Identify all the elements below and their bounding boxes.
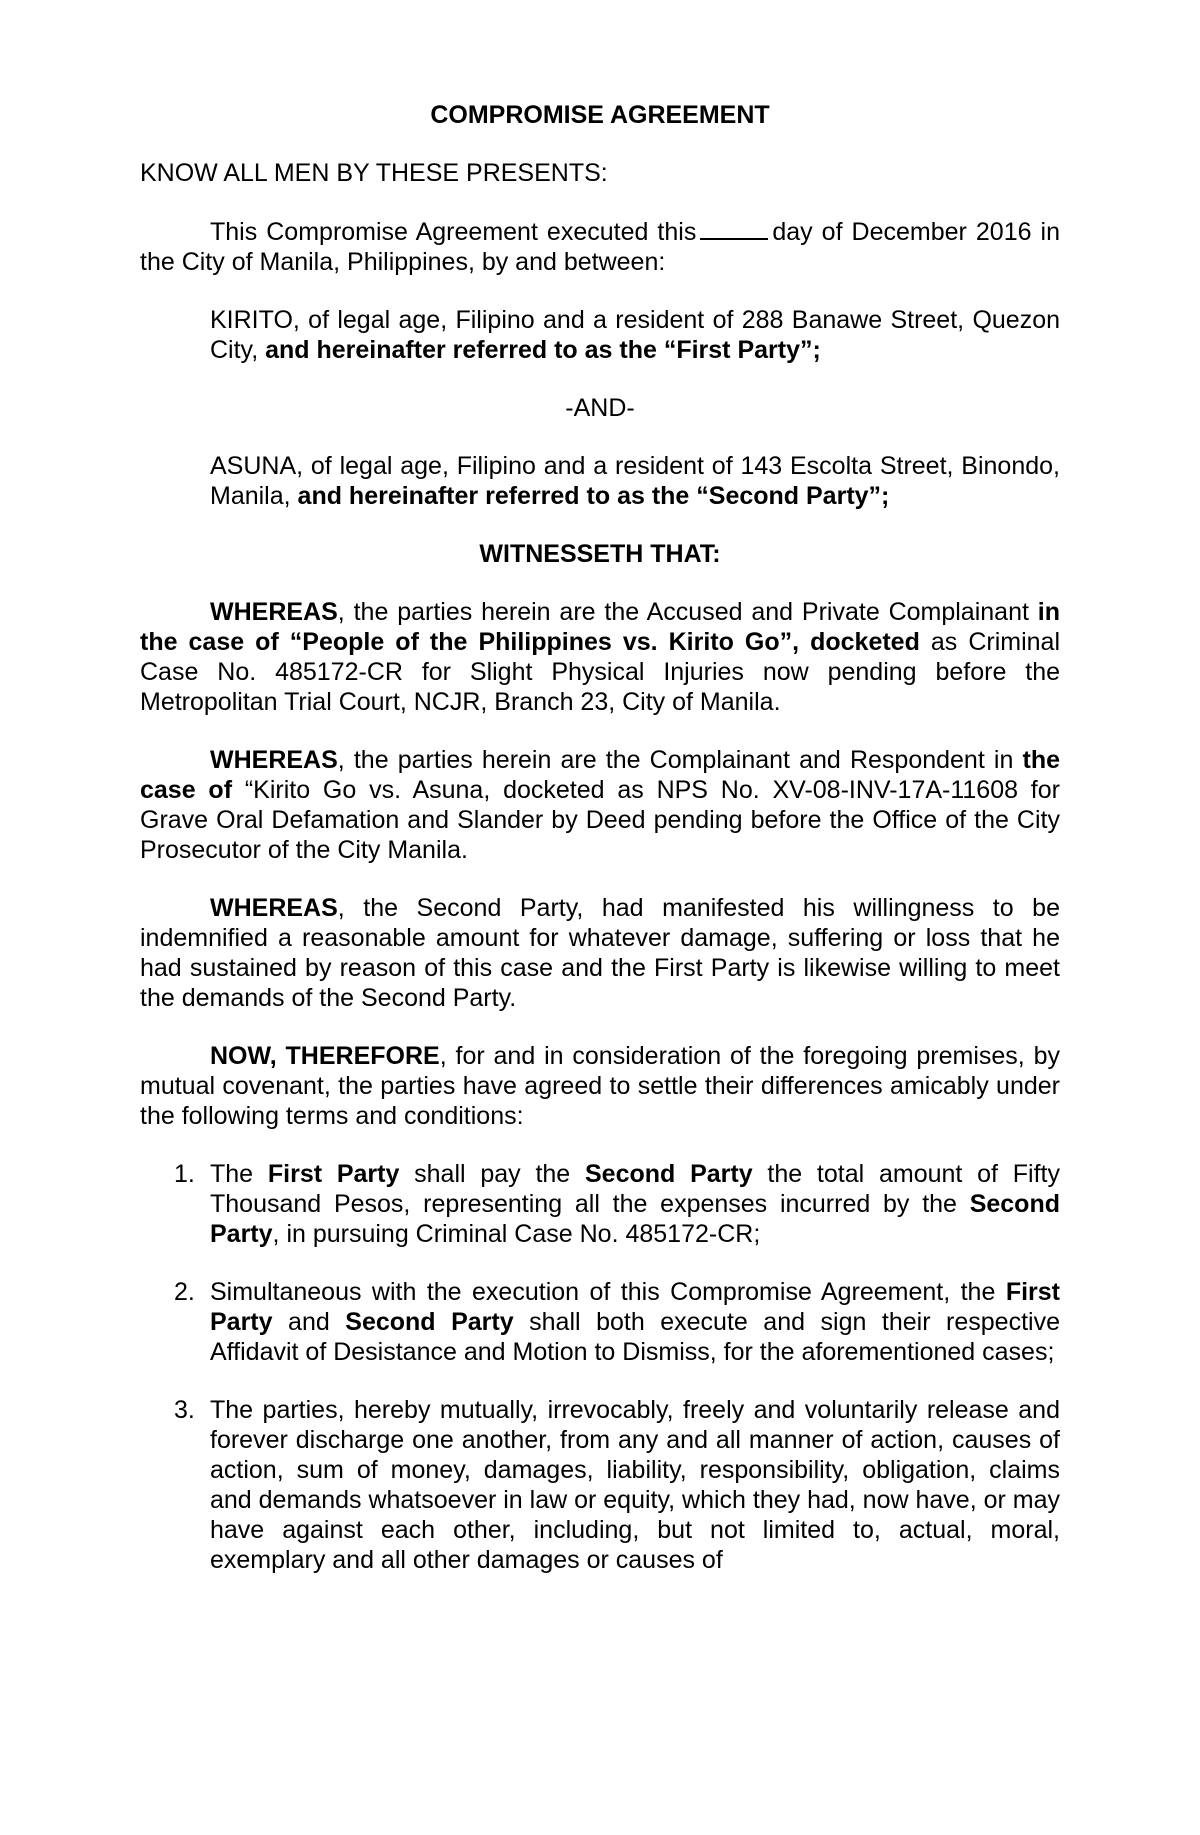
and-separator: -AND- (565, 394, 635, 422)
second-party-designation: and hereinafter referred to as the “Second Party”; (290, 482, 890, 510)
term-2-text-c: and (272, 1308, 346, 1336)
execution-paragraph (140, 216, 1060, 277)
whereas-1-text-a: , the parties herein are the Accused and Private Complainant (337, 598, 1029, 626)
document-page (140, 100, 1060, 1603)
first-party-desc: KIRITO, of legal age, Filipino and a resident of 288 Banawe Street, Quezon City, (210, 306, 1060, 364)
whereas-2-text-b: the case of (140, 746, 1060, 804)
whereas-1-text-c: as Criminal Case No. 485172-CR for Slight Physical Injuries now pending before the Metropolitan Trial Court, NCJR, Branch 23, City of Manila. (140, 628, 1060, 716)
term-item-3 (140, 1395, 1060, 1575)
term-1-second-party: Second Party (584, 1160, 753, 1188)
intro-line: KNOW ALL MEN BY THESE PRESENTS: (140, 159, 608, 187)
term-1-text-e: the total amount of Fifty Thousand Pesos, representing all the expenses incurred by the (210, 1160, 1060, 1218)
whereas-lead-2: WHEREAS (210, 746, 338, 774)
first-party-paragraph (210, 305, 1060, 365)
term-2-text-a: Simultaneous with the execution of this Compromise Agreement, the (210, 1278, 1006, 1306)
term-2-second-party: Second Party (345, 1308, 514, 1336)
term-1-text-g: , in pursuing Criminal Case No. 485172-CR; (272, 1220, 761, 1248)
whereas-lead-1: WHEREAS (210, 598, 338, 626)
term-2-first-party: First Party (210, 1278, 1060, 1336)
day-blank-line (700, 216, 768, 240)
whereas-paragraph-1 (140, 597, 1060, 717)
second-party-desc: ASUNA, of legal age, Filipino and a resident of 143 Escolta Street, Binondo, Manila, (210, 452, 1060, 510)
first-party-designation: and hereinafter referred to as the “First Party”; (258, 336, 821, 364)
now-therefore-lead: NOW, THEREFORE (210, 1042, 440, 1070)
second-party-paragraph (210, 451, 1060, 511)
term-item-1 (140, 1159, 1060, 1249)
whereas-3-text: , the Second Party, had manifested his willingness to be indemnified a reasonable amount for whatever damage, suffering or loss that he had sustained by reason of this case and the First Party is likewise willing to meet the demands of the Second Party. (140, 894, 1060, 1012)
term-number-1: 1. (174, 1160, 195, 1188)
execution-text-post: day of December 2016 in the City of Manila, Philippines, by and between: (140, 218, 1060, 276)
whereas-2-text-c: “Kirito Go vs. Asuna, docketed as NPS No. XV-08-INV-17A-11608 for Grave Oral Defamation and Slander by Deed pending before the Office of the City Prosecutor of the City Manila. (140, 776, 1060, 864)
term-1-text-a: The (210, 1160, 268, 1188)
term-2-text-e: shall both execute and sign their respective Affidavit of Desistance and Motion to Dismiss, for the aforementioned cases; (210, 1308, 1060, 1366)
whereas-2-text-a: , the parties herein are the Complainant and Respondent in (337, 746, 1014, 774)
term-number-3: 3. (174, 1396, 195, 1424)
execution-text-pre: This Compromise Agreement executed this (210, 218, 697, 246)
term-3-text: The parties, hereby mutually, irrevocably, freely and voluntarily release and forever discharge one another, from any and all manner of action, causes of action, sum of money, damages, liability, responsibility, obligation, claims and demands whatsoever in law or equity, which they had, now have, or may have against each other, including, but not limited to, actual, moral, exemplary and all other damages or causes of (210, 1396, 1060, 1574)
term-number-2: 2. (174, 1278, 195, 1306)
document-title: COMPROMISE AGREEMENT (430, 101, 770, 129)
now-therefore-paragraph (140, 1041, 1060, 1131)
now-therefore-text: , for and in consideration of the foregoing premises, by mutual covenant, the parties have agreed to settle their differences amicably under the following terms and conditions: (140, 1042, 1060, 1130)
term-1-text-c: shall pay the (399, 1160, 585, 1188)
terms-list (140, 1159, 1060, 1575)
whereas-1-case-title: in the case of “People of the Philippines vs. Kirito Go”, docketed (140, 598, 1061, 656)
term-item-2 (140, 1277, 1060, 1367)
witnesseth-heading: WITNESSETH THAT: (479, 540, 721, 568)
whereas-paragraph-2 (140, 745, 1060, 865)
whereas-paragraph-3 (140, 893, 1060, 1013)
term-1-first-party: First Party (267, 1160, 400, 1188)
term-1-second-party-2: Second Party (210, 1190, 1060, 1248)
whereas-lead-3: WHEREAS (210, 894, 338, 922)
